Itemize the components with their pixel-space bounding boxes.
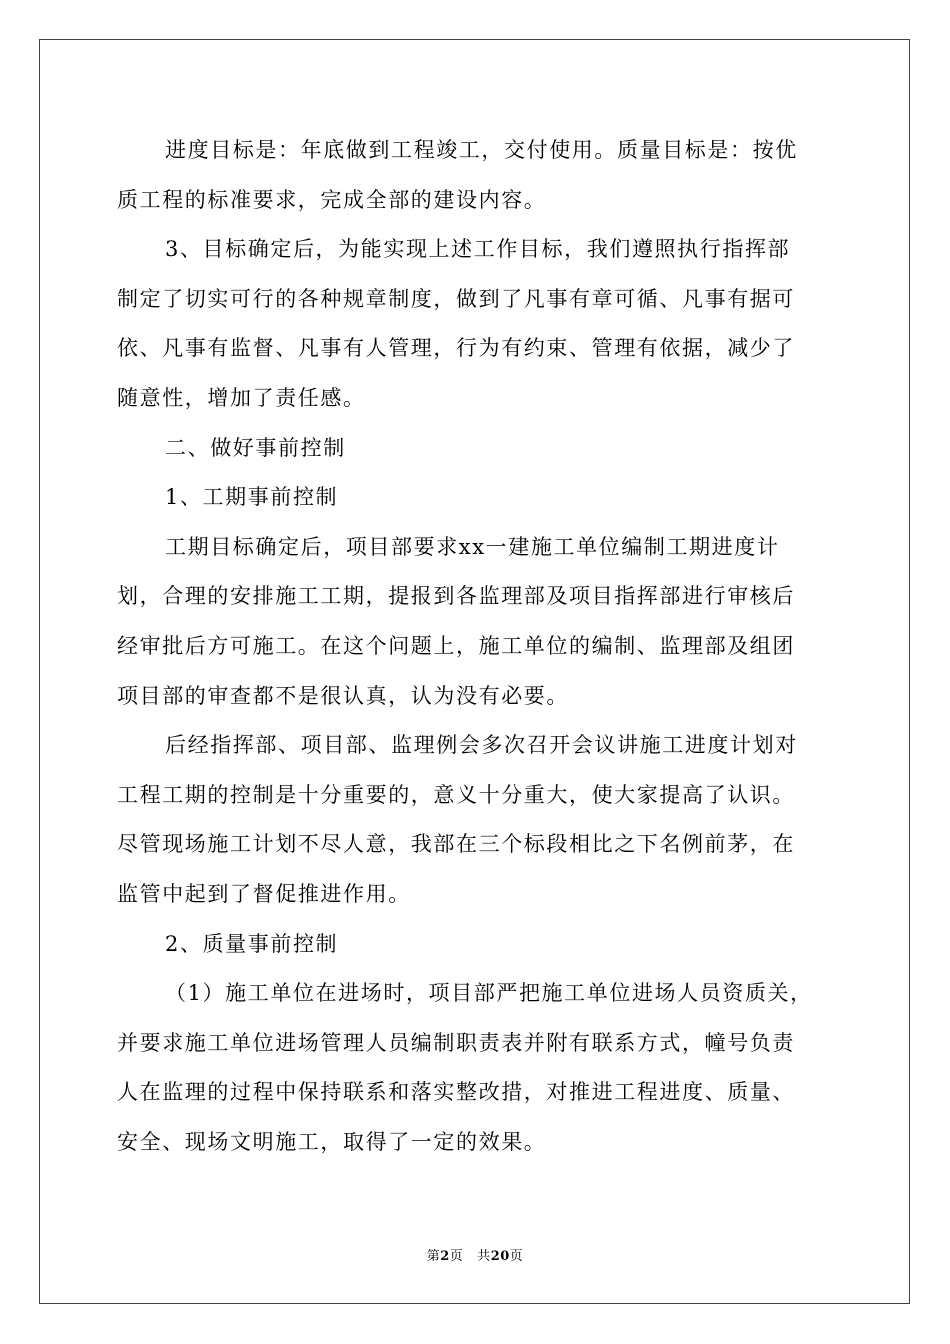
paragraph-line: 3、目标确定后，为能实现上述工作目标，我们遵照执行指挥部 xyxy=(165,237,791,262)
page-prefix: 第 xyxy=(426,1249,441,1264)
paragraph-line: 后经指挥部、项目部、监理例会多次召开会议讲施工进度计划对 xyxy=(165,733,798,758)
paragraph-line: 质工程的标准要求，完成全部的建设内容。 xyxy=(117,187,547,212)
paragraph-line: 依、凡事有监督、凡事有人管理，行为有约束、管理有依据，减少了 xyxy=(117,336,795,361)
paragraph-line: 项目部的审查都不是很认真，认为没有必要。 xyxy=(117,683,569,708)
total-prefix: 共 xyxy=(477,1249,491,1264)
subsection-heading: 2、质量事前控制 xyxy=(165,931,339,956)
paragraph-line: 监管中起到了督促推进作用。 xyxy=(117,881,411,906)
total-suffix: 页 xyxy=(509,1249,524,1264)
paragraph-line: 尽管现场施工计划不尽人意，我部在三个标段相比之下名例前茅，在 xyxy=(117,832,795,857)
paragraph-line: 进度目标是：年底做到工程竣工，交付使用。质量目标是：按优 xyxy=(165,138,798,162)
page-suffix: 页 xyxy=(449,1249,464,1264)
paragraph-line: 工程工期的控制是十分重要的，意义十分重大，使大家提高了认识。 xyxy=(117,782,795,807)
total-page-count: 20 xyxy=(490,1249,510,1264)
paragraph-line: （1）施工单位在进场时，项目部严把施工单位进场人员资质关， xyxy=(165,981,813,1006)
paragraph-line: 并要求施工单位进场管理人员编制职责表并附有联系方式，幢号负责 xyxy=(117,1030,795,1055)
document-body xyxy=(117,126,833,1167)
paragraph-line: 安全、现场文明施工，取得了一定的效果。 xyxy=(117,1129,547,1154)
subsection-heading: 1、工期事前控制 xyxy=(165,485,339,510)
section-heading: 二、做好事前控制 xyxy=(165,435,346,460)
paragraph-line: 工期目标确定后，项目部要求xx一建施工单位编制工期进度计 xyxy=(165,534,780,559)
paragraph-line: 经审批后方可施工。在这个问题上，施工单位的编制、监理部及组团 xyxy=(117,633,795,658)
paragraph-line: 制定了切实可行的各种规章制度，做到了凡事有章可循、凡事有据可 xyxy=(117,286,795,311)
paragraph-line: 随意性，增加了责任感。 xyxy=(117,385,366,410)
current-page-number: 2 xyxy=(440,1249,450,1264)
page-footer xyxy=(0,1245,950,1264)
paragraph-line: 划，合理的安排施工工期，提报到各监理部及项目指挥部进行审核后 xyxy=(117,584,795,609)
paragraph-line: 人在监理的过程中保持联系和落实整改措，对推进工程进度、质量、 xyxy=(117,1080,795,1105)
